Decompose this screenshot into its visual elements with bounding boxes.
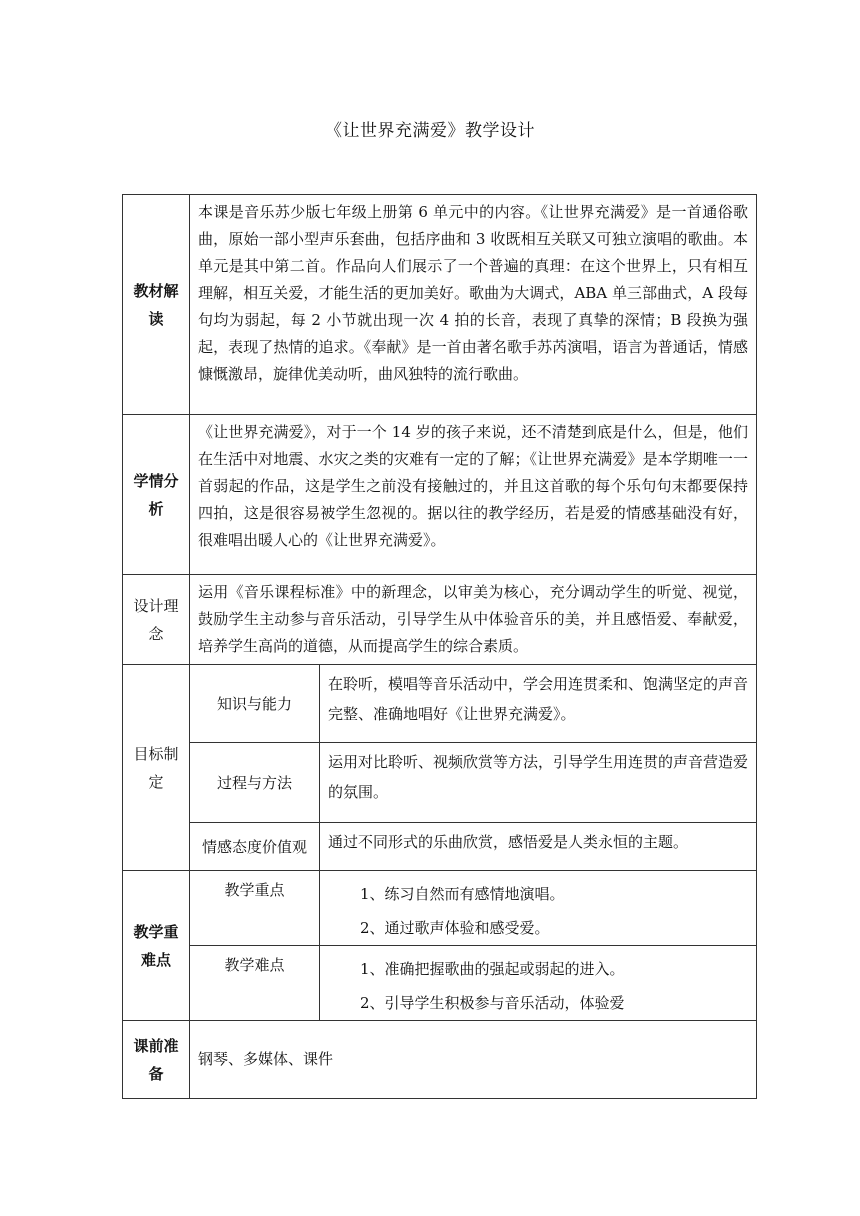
row-concept [123, 575, 757, 665]
goal-text-process: 运用对比聆听、视频欣赏等方法，引导学生用连贯的声音营造爱的氛围。 [320, 743, 757, 823]
goal-name-process: 过程与方法 [190, 743, 320, 823]
difficult-item-2: 2、引导学生积极参与音乐活动，体验爱 [360, 994, 625, 1012]
concept-text: 运用《音乐课程标准》中的新理念，以审美为核心，充分调动学生的听觉、视觉，鼓励学生主动参与音乐活动，引导学生从中体验音乐的美，并且感悟爱、奉献爱，培养学生高尚的道德，从而提高学生的综合素质。 [190, 575, 757, 665]
difficult-name: 教学难点 [190, 946, 320, 1021]
label-material [123, 195, 190, 415]
row-goal-emotion [123, 823, 757, 871]
label-preparation [123, 1021, 190, 1099]
material-text: 本课是音乐苏少版七年级上册第 6 单元中的内容。《让世界充满爱》是一首通俗歌曲，原始一部小型声乐套曲，包括序曲和 3 收既相互关联又可独立演唱的歌曲。本单元是其中第二首。作品向人们展示了一个普遍的真理：在这个世界上，只有相互理解，相互关爱，才能生活的更加美好。歌曲为大调式，ABA 单三部曲式，A 段每句均为弱起，每 2 小节就出现一次 4 拍的长音，表现了真挚的深情；B 段换为强起，表现了热情的追求。《奉献》是一首由著名歌手苏芮演唱，语言为普通话，情感慷慨激昂，旋律优美动听，曲风独特的流行歌曲。 [190, 195, 757, 415]
label-keypoints [123, 871, 190, 1021]
row-material [123, 195, 757, 415]
important-name: 教学重点 [190, 871, 320, 946]
goal-name-knowledge: 知识与能力 [190, 665, 320, 743]
row-goal-process [123, 743, 757, 823]
important-item-2: 2、通过歌声体验和感受爱。 [360, 919, 550, 937]
goal-name-emotion: 情感态度价值观 [190, 823, 320, 871]
label-students-text: 学情分析 [133, 471, 179, 518]
students-text: 《让世界充满爱》，对于一个 14 岁的孩子来说，还不清楚到底是什么，但是，他们在生活中对地震、水灾之类的灾难有一定的了解；《让世界充满爱》是本学期唯一一首弱起的作品，这是学生之前没有接触过的，并且这首歌的每个乐句句末都要保持四拍，这是很容易被学生忽视的。据以往的教学经历，若是爱的情感基础没有好，很难唱出暖人心的《让世界充满爱》。 [190, 415, 757, 575]
label-goals [123, 665, 190, 871]
row-difficult [123, 946, 757, 1021]
goal-text-knowledge: 在聆听，模唱等音乐活动中，学会用连贯柔和、饱满坚定的声音完整、准确地唱好《让世界充满爱》。 [320, 665, 757, 743]
label-concept-text: 设计理念 [133, 596, 179, 643]
row-important [123, 871, 757, 946]
difficult-list [320, 946, 757, 1021]
lesson-plan-table [122, 194, 757, 1099]
label-keypoints-text: 教学重难点 [133, 922, 179, 969]
important-item-1: 1、练习自然而有感情地演唱。 [360, 885, 565, 903]
row-preparation [123, 1021, 757, 1099]
label-preparation-text: 课前准备 [133, 1036, 179, 1083]
difficult-item-1: 1、准确把握歌曲的强起或弱起的进入。 [360, 960, 625, 978]
label-concept [123, 575, 190, 665]
label-goals-text: 目标制定 [133, 744, 179, 791]
label-material-text: 教材解读 [133, 281, 179, 328]
goal-text-emotion: 通过不同形式的乐曲欣赏，感悟爱是人类永恒的主题。 [320, 823, 757, 871]
important-list [320, 871, 757, 946]
row-students [123, 415, 757, 575]
row-goal-knowledge [123, 665, 757, 743]
preparation-text: 钢琴、多媒体、课件 [190, 1021, 757, 1099]
label-students [123, 415, 190, 575]
document-title: 《让世界充满爱》教学设计 [325, 121, 535, 141]
